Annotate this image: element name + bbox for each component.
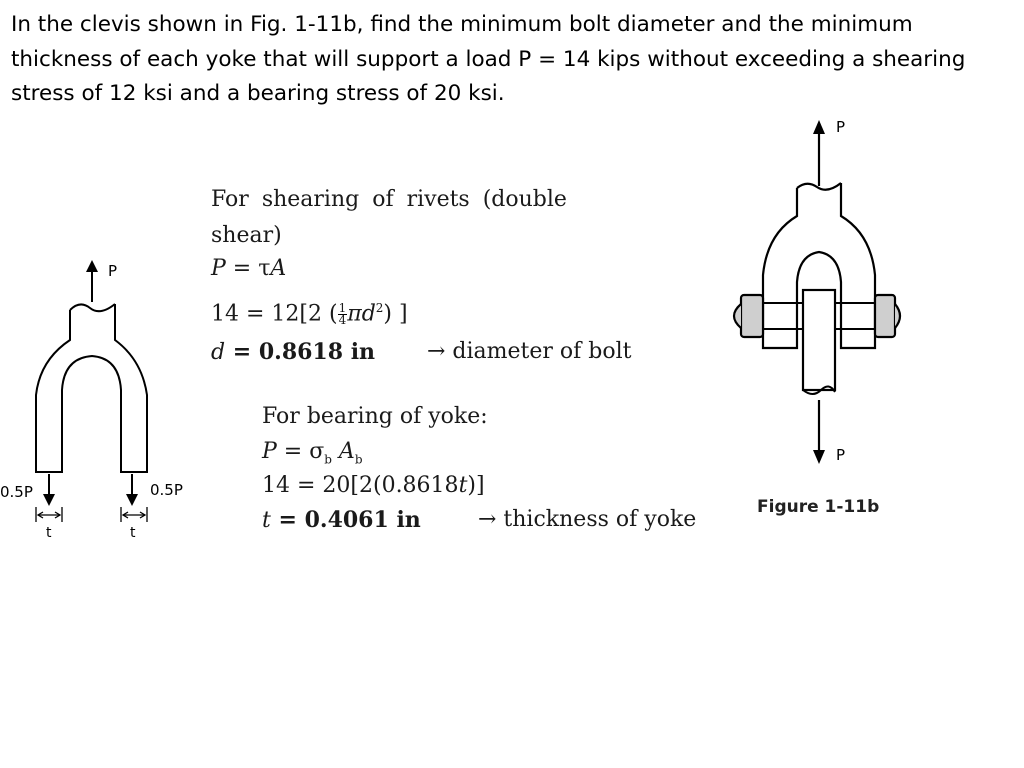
yoke-outline bbox=[36, 304, 147, 472]
break-line bbox=[70, 304, 115, 311]
figure-caption: Figure 1-11b bbox=[757, 497, 880, 517]
tongue-bar bbox=[803, 290, 835, 390]
left-reaction-label: 0.5P bbox=[0, 483, 33, 501]
eq-tau: = τ bbox=[225, 256, 271, 281]
result-diameter: = 0.8618 in bbox=[225, 339, 376, 365]
bottom-load-label: P bbox=[836, 446, 846, 464]
eq-var-p: P bbox=[211, 256, 226, 281]
shear-result bbox=[211, 340, 375, 365]
fraction-numerator: 1 bbox=[338, 300, 347, 315]
result-var-t: t bbox=[262, 508, 271, 533]
bolt-head-left bbox=[741, 295, 763, 337]
left-thickness-label: t bbox=[46, 525, 52, 540]
bottom-load-arrow-head bbox=[813, 450, 825, 464]
clevis-figure bbox=[715, 110, 915, 530]
problem-statement: In the clevis shown in Fig. 1-11b, find the minimum bolt diameter and the minimum thickness of each yoke that will support a load P = 14 kips without exceeding a shearing stress of 12 ksi and a bearing stress of 20 ksi. bbox=[11, 12, 966, 106]
eq-var-a: A bbox=[270, 256, 287, 281]
eq-pi: π bbox=[347, 301, 362, 327]
shear-equation-2 bbox=[211, 296, 408, 326]
eq-sub-b2: b bbox=[354, 452, 363, 467]
eq-var-p: P bbox=[262, 439, 277, 464]
result-thickness: = 0.4061 in bbox=[270, 507, 421, 533]
bearing-equation-1 bbox=[262, 440, 363, 471]
nut-right bbox=[875, 295, 895, 337]
quarter-fraction bbox=[338, 300, 348, 327]
bearing-heading: For bearing of yoke: bbox=[262, 404, 488, 429]
eq-sigma: = σ bbox=[276, 439, 325, 464]
eq-var-t: t bbox=[458, 473, 468, 498]
fraction-denominator: 4 bbox=[338, 312, 347, 327]
nut-right-dome bbox=[895, 304, 900, 328]
load-label: P bbox=[108, 262, 118, 280]
right-thickness-label: t bbox=[130, 525, 136, 540]
right-thickness-dimension bbox=[121, 507, 147, 522]
shear-heading-line1: For shearing of rivets (double bbox=[211, 187, 567, 212]
bearing-result bbox=[262, 508, 421, 533]
eq-var-a: A bbox=[331, 439, 355, 464]
eq-sub-b: b bbox=[324, 452, 332, 467]
right-reaction-head bbox=[126, 494, 138, 506]
shear-equation-1 bbox=[211, 257, 286, 281]
load-arrow-head bbox=[86, 260, 98, 272]
right-reaction-label: 0.5P bbox=[150, 481, 183, 499]
left-reaction-head bbox=[43, 494, 55, 506]
eq-prefix: 14 = 12[2 ( bbox=[211, 301, 338, 327]
left-thickness-dimension bbox=[36, 507, 62, 522]
result-var-d: d bbox=[211, 340, 226, 365]
eq-var-d: d bbox=[361, 301, 376, 327]
eq-suffix: )] bbox=[467, 473, 485, 498]
top-load-arrow-head bbox=[813, 120, 825, 134]
eq-exponent: 2 bbox=[375, 301, 384, 315]
eq-suffix: ) ] bbox=[383, 301, 408, 327]
diameter-note: → diameter of bolt bbox=[427, 339, 632, 364]
bearing-equation-2 bbox=[262, 474, 485, 498]
yoke-free-body-figure bbox=[0, 250, 200, 540]
eq-prefix: 14 = 20[2(0.8618 bbox=[262, 473, 459, 498]
shear-heading-line2: shear) bbox=[211, 223, 282, 248]
top-load-label: P bbox=[836, 118, 846, 136]
thickness-note: → thickness of yoke bbox=[478, 507, 697, 532]
bolt-head-left-dome bbox=[734, 304, 741, 328]
